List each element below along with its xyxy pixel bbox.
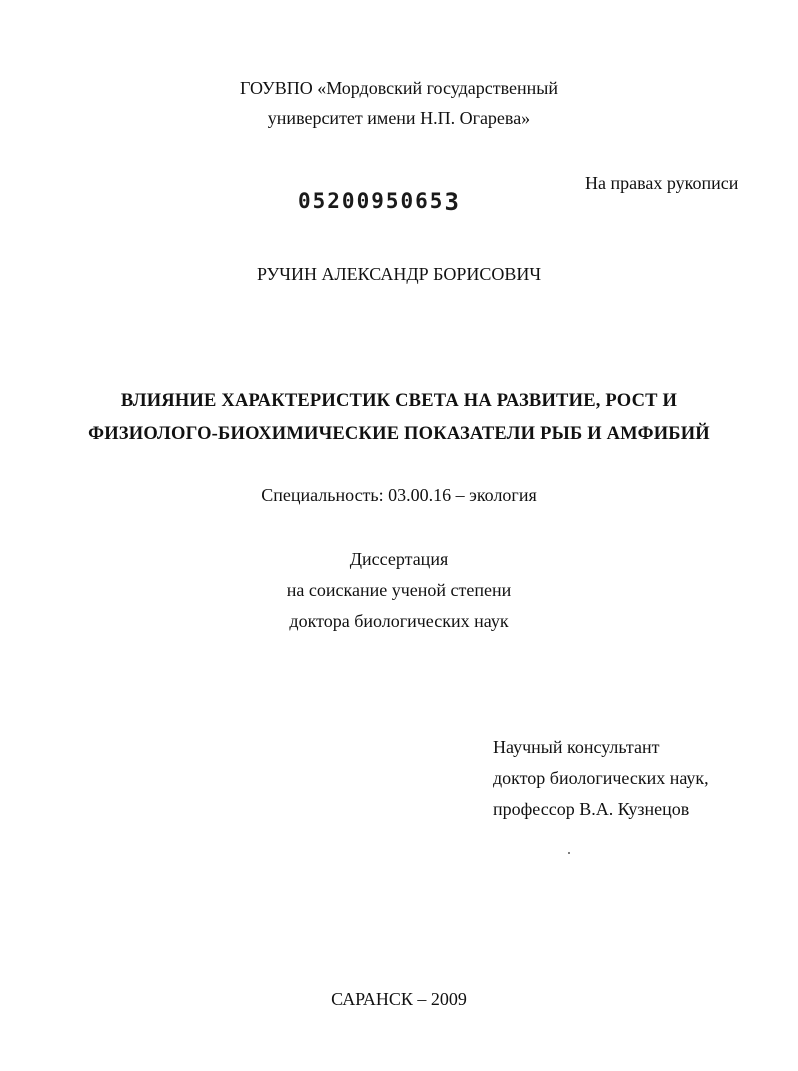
- degree-line-3: доктора биологических наук: [289, 611, 509, 631]
- specialty: Специальность: 03.00.16 – экология: [261, 485, 537, 505]
- title-line-1: ВЛИЯНИЕ ХАРАКТЕРИСТИК СВЕТА НА РАЗВИТИЕ, РОСТ И: [120, 391, 678, 411]
- degree-line-2: на соискание ученой степени: [286, 580, 512, 600]
- stamp-number-main: 0520095065: [298, 189, 445, 213]
- stamp-number-last-digit: 3: [444, 188, 461, 216]
- rights-note: На правах рукописи: [585, 173, 739, 193]
- advisor-line-2: доктор биологических наук,: [493, 768, 709, 788]
- organization-line-1: ГОУВПО «Мордовский государственный: [240, 78, 558, 98]
- title-line-2: ФИЗИОЛОГО-БИОХИМИЧЕСКИЕ ПОКАЗАТЕЛИ РЫБ И АМФИБИЙ: [88, 424, 710, 444]
- city-year: САРАНСК – 2009: [331, 989, 467, 1009]
- organization-line-2: университет имени Н.П. Огарева»: [267, 108, 531, 128]
- advisor-line-1: Научный консультант: [493, 737, 660, 757]
- degree-line-1: Диссертация: [349, 549, 449, 569]
- advisor-line-3: профессор В.А. Кузнецов: [493, 799, 690, 819]
- archive-stamp-number: [298, 186, 461, 214]
- author-name: РУЧИН АЛЕКСАНДР БОРИСОВИЧ: [256, 264, 542, 284]
- scan-speck: [568, 852, 570, 854]
